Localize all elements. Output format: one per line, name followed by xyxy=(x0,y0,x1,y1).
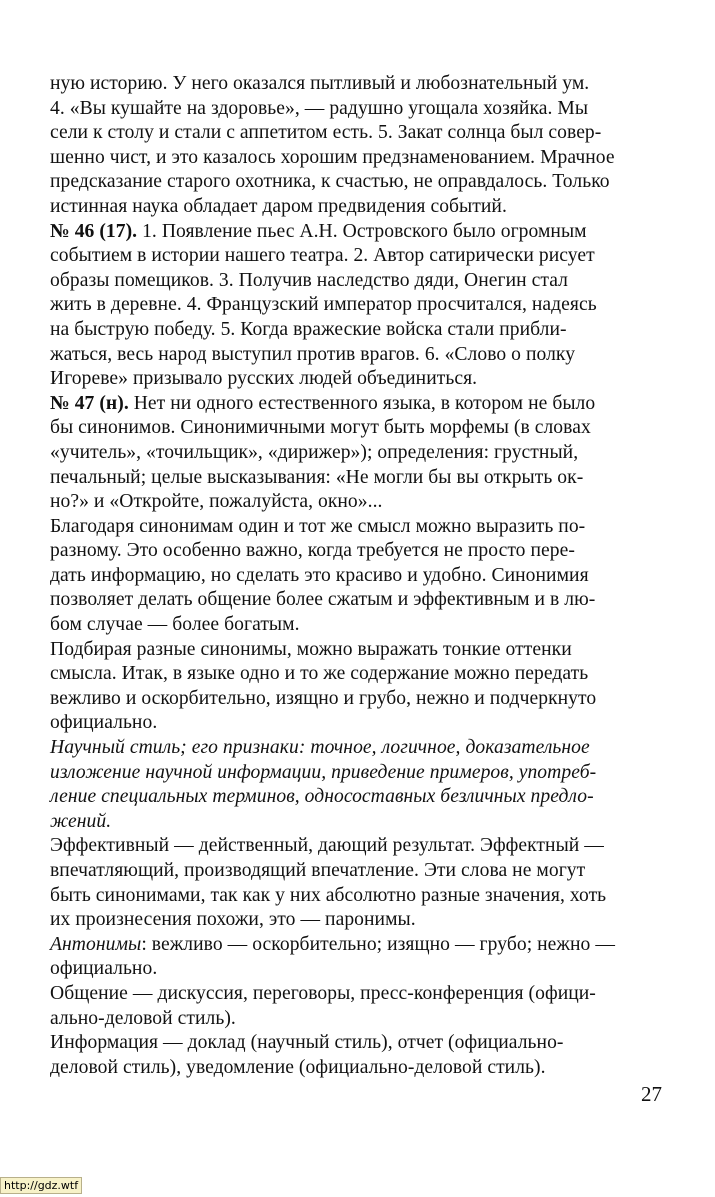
text-line: но?» и «Откройте, пожалуйста, окно»... xyxy=(50,491,383,513)
paragraph-synonyms-benefit xyxy=(50,515,662,638)
text-line: сели к столу и стали с аппетитом есть. 5. Закат солнца был совер- xyxy=(50,122,602,144)
text-line: жаться, весь народ выступил против врагов. 6. «Слово о полку xyxy=(50,343,576,365)
source-url[interactable]: http://gdz.wtf xyxy=(0,1177,82,1194)
text-line: разному. Это особенно важно, когда требуется не просто пере- xyxy=(50,540,575,562)
paragraph-synonyms-choice xyxy=(50,638,662,736)
text-line: Общение — дискуссия, переговоры, пресс-конференция (офици- xyxy=(50,982,596,1004)
paragraph-information xyxy=(50,1031,662,1080)
exercise-46-first-line: 1. Появление пьес А.Н. Островского было огромным xyxy=(137,220,587,242)
text-line: смысла. Итак, в языке одно и то же содержание можно передать xyxy=(50,663,589,685)
text-line: дать информацию, но сделать это красиво и удобно. Синонимия xyxy=(50,564,589,586)
text-line: Информация — доклад (научный стиль), отчет (официально- xyxy=(50,1032,564,1054)
text-line: впечатляющий, производящий впечатление. Эти слова не могут xyxy=(50,860,586,881)
exercise-46 xyxy=(50,220,662,392)
text-line: истинная наука обладает даром предвидения событий. xyxy=(50,195,507,217)
exercise-47-first-line: Нет ни одного естественного языка, в котором не было xyxy=(128,392,596,414)
text-line: Научный стиль; его признаки: точное, логичное, доказательное xyxy=(50,737,590,759)
paragraph-scientific-style xyxy=(50,736,662,834)
text-line: Эффективный — действенный, дающий результат. Эффектный — xyxy=(50,835,604,857)
text-line: событием в истории нашего театра. 2. Автор сатирически рисует xyxy=(50,245,595,267)
text-line: образы помещиков. 3. Получив наследство дяди, Онегин стал xyxy=(50,269,568,291)
text-line: бом случае — более богатым. xyxy=(50,614,300,636)
text-line: на быструю победу. 5. Когда вражеские войска стали прибли- xyxy=(50,318,567,340)
text-line: «учитель», «точильщик», «дирижер»); определения: грустный, xyxy=(50,441,579,463)
antonyms-second-line: официально. xyxy=(50,958,158,980)
text-line: 4. «Вы кушайте на здоровье», — радушно угощала хозяйка. Мы xyxy=(50,97,589,119)
text-line: позволяет делать общение более сжатым и эффективным и в лю- xyxy=(50,589,596,611)
page-text xyxy=(50,72,662,1080)
paragraph-paronyms xyxy=(50,834,662,932)
text-line: Подбирая разные синонимы, можно выражать тонкие оттенки xyxy=(50,638,572,660)
exercise-47-label: № 47 (н). xyxy=(50,392,129,414)
text-line: ление специальных терминов, односоставных безличных предло- xyxy=(50,786,594,808)
paragraph-history xyxy=(50,72,662,220)
text-line: жить в деревне. 4. Французский император просчитался, надеясь xyxy=(50,294,597,316)
text-line: бы синонимов. Синонимичными могут быть морфемы (в словах xyxy=(50,417,591,439)
text-line: жений. xyxy=(50,810,112,832)
text-line: изложение научной информации, приведение примеров, употреб- xyxy=(50,761,597,783)
text-line: ную историю. У него оказался пытливый и любознательный ум. xyxy=(50,73,590,94)
text-line: их произнесения похожи, это — паронимы. xyxy=(50,909,416,931)
exercise-46-label: № 46 (17). xyxy=(50,220,138,242)
text-line: Игореве» призывало русских людей объединиться. xyxy=(50,368,478,390)
text-line: шенно чист, и это казалось хорошим предзнаменованием. Мрачное xyxy=(50,146,615,168)
text-line: предсказание старого охотника, к счастью, не оправдалось. Только xyxy=(50,171,610,193)
antonyms-first-line: : вежливо — оскорбительно; изящно — грубо; нежно — xyxy=(141,933,615,955)
text-line: официально. xyxy=(50,712,158,734)
text-line: вежливо и оскорбительно, изящно и грубо, нежно и подчеркнуто xyxy=(50,687,597,709)
text-line: печальный; целые высказывания: «Не могли бы вы открыть ок- xyxy=(50,466,584,488)
paragraph-antonyms xyxy=(50,933,662,982)
text-line: деловой стиль), уведомление (официально-деловой стиль). xyxy=(50,1056,546,1078)
text-line: ально-деловой стиль). xyxy=(50,1007,236,1029)
page-number: 27 xyxy=(641,1082,662,1106)
text-line: Благодаря синонимам один и тот же смысл можно выразить по- xyxy=(50,515,586,537)
antonyms-label: Антонимы xyxy=(50,933,142,955)
text-line: быть синонимами, так как у них абсолютно разные значения, хоть xyxy=(50,884,607,906)
exercise-47 xyxy=(50,392,662,515)
paragraph-communication xyxy=(50,982,662,1031)
